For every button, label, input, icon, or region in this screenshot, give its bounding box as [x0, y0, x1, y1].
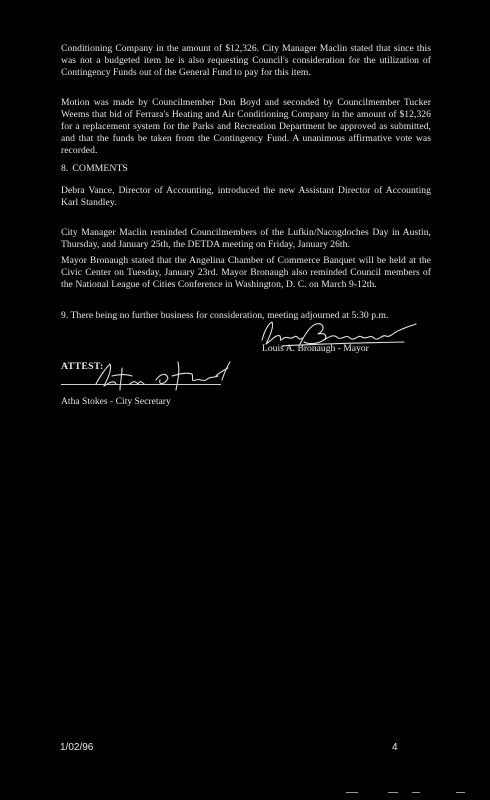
- section-number: 8.: [61, 163, 69, 174]
- paragraph-chamber-banquet: Mayor Bronaugh stated that the Angelina Chamber of Commerce Banquet will be held at the Civic Center on Tuesday, January 23rd. Mayor Bronaugh also reminded Council members of the National League of Cities Conference in Washington, D. C. on March 9-12th.: [61, 255, 431, 290]
- paragraph-adjournment: 9. There being no further business for consideration, meeting adjourned at 5:30 p.m.: [61, 310, 389, 321]
- secretary-name: Atha Stokes - City Secretary: [61, 396, 171, 407]
- paragraph-contingency-request: Conditioning Company in the amount of $12,326. City Manager Maclin stated that since this was not a budgeted item he is also requesting Council's consideration for the utilization of Contingency Funds out of the General Fund to pay for this item.: [61, 43, 431, 78]
- footer-date: 1/02/96: [60, 742, 94, 753]
- scan-artifact-marks: [340, 790, 470, 796]
- paragraph-motion: Motion was made by Councilmember Don Boyd and seconded by Councilmember Tucker Weems that bid of Ferrara's Heating and Air Conditioning Company in the amount of $12,326 for a replacement system for the Parks and Recreation Department be approved as submitted, and that the funds be taken from the Contingency Fund. A unanimous affirmative vote was recorded.: [61, 97, 431, 156]
- secretary-signature: [86, 354, 236, 396]
- section-title: COMMENTS: [72, 163, 128, 174]
- paragraph-introduction: Debra Vance, Director of Accounting, introduced the new Assistant Director of Accounting Karl Standley.: [61, 185, 431, 208]
- section-heading: [61, 163, 128, 175]
- attest-signature-line: [61, 384, 221, 385]
- paragraph-reminder-austin: City Manager Maclin reminded Councilmembers of the Lufkin/Nacogdoches Day in Austin, Thursday, and January 25th, the DETDA meeting on Friday, January 26th.: [61, 227, 431, 250]
- attest-label: ATTEST:: [61, 361, 104, 372]
- mayor-name: Louis A. Bronaugh - Mayor: [262, 343, 369, 354]
- footer-page-number: 4: [392, 742, 398, 753]
